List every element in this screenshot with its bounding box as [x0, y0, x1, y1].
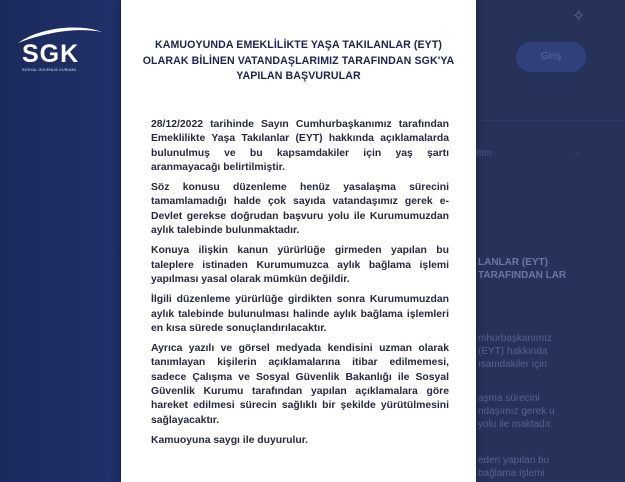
sparkle-icon[interactable]: ✧ — [572, 8, 586, 25]
document-title: KAMUOYUNDA EMEKLİLİKTE YAŞA TAKILANLAR (EYT) OLARAK BİLİNEN VATANDAŞLARIMIZ TARAFINDAN SGK'YA YAPILAN BAŞVURULAR — [142, 39, 455, 82]
more-icon: ... — [572, 146, 581, 157]
document-body — [151, 118, 449, 454]
logo-subtext: SOSYAL GÜVENLİK KURUMU — [22, 68, 77, 72]
paragraph: İlgili düzenleme yürürlüğe girdikten sonra Kurumumuzdan aylık talebinde bulunulması halinde aylık bağlama işlemleri en kısa sürede sonuçlandırılacaktır. — [151, 294, 449, 334]
paragraph: Ayrıca yazılı ve görsel medyada kendisini uzman olarak tanımlayan kişilerin açıklamalarına itibar edilmemesi, sadece Çalışma ve Sosyal Güvenlik Bakanlığı ile Sosyal Güvenlik Kurumu tarafından yapılan açıklamalara göre hareket edilmesi sürecin sağlıklı bir şekilde yürütülmesini sağlayacaktır. — [151, 343, 449, 426]
background-text: ttim — [476, 148, 493, 159]
divider — [476, 120, 625, 121]
sidebar — [0, 0, 120, 482]
logo-text: SGK — [22, 40, 80, 68]
background-title: LANLAR (EYT) TARAFINDAN LAR — [478, 257, 567, 281]
paragraph: 28/12/2022 tarihinde Sayın Cumhurbaşkanımız tarafından Emeklilikte Yaşa Takılanlar (EYT) hakkında açıklamalarda bulunulmuş ve bu kapsamdakiler için yaş şartı aranmayacağı belirtilmiştir. — [151, 119, 449, 173]
background-paragraph: mhurbaşkanımız (EYT) hakkında ısamdakiler için — [478, 333, 552, 370]
background-paragraph: eden yapılan bu bağlama işlemi — [478, 455, 550, 479]
background-login-button: Giriş — [516, 42, 586, 72]
closing-line: Kamuoyuna saygı ile duyurulur. — [151, 434, 309, 446]
background-paragraph: aşma sürecini ndaşımız gerek u yolu ile maktadır. — [478, 393, 555, 430]
announcement-document — [121, 0, 476, 482]
paragraph: Konuya ilişkin kanun yürürlüğe girmeden yapılan bu taleplere istinaden Kurumumuzca aylık bağlama işlemi yapılması yasal olarak mümkün değildir. — [151, 245, 449, 285]
sgk-logo[interactable] — [12, 26, 108, 78]
paragraph: Söz konusu düzenleme henüz yasalaşma sürecini tamamlamadığı halde çok sayıda vatandaşımız gerek e-Devlet gerekse doğrudan başvuru yolu ile Kurumumuzdan aylık talebinde bulunmaktadır. — [151, 182, 449, 237]
background-page — [476, 0, 625, 482]
